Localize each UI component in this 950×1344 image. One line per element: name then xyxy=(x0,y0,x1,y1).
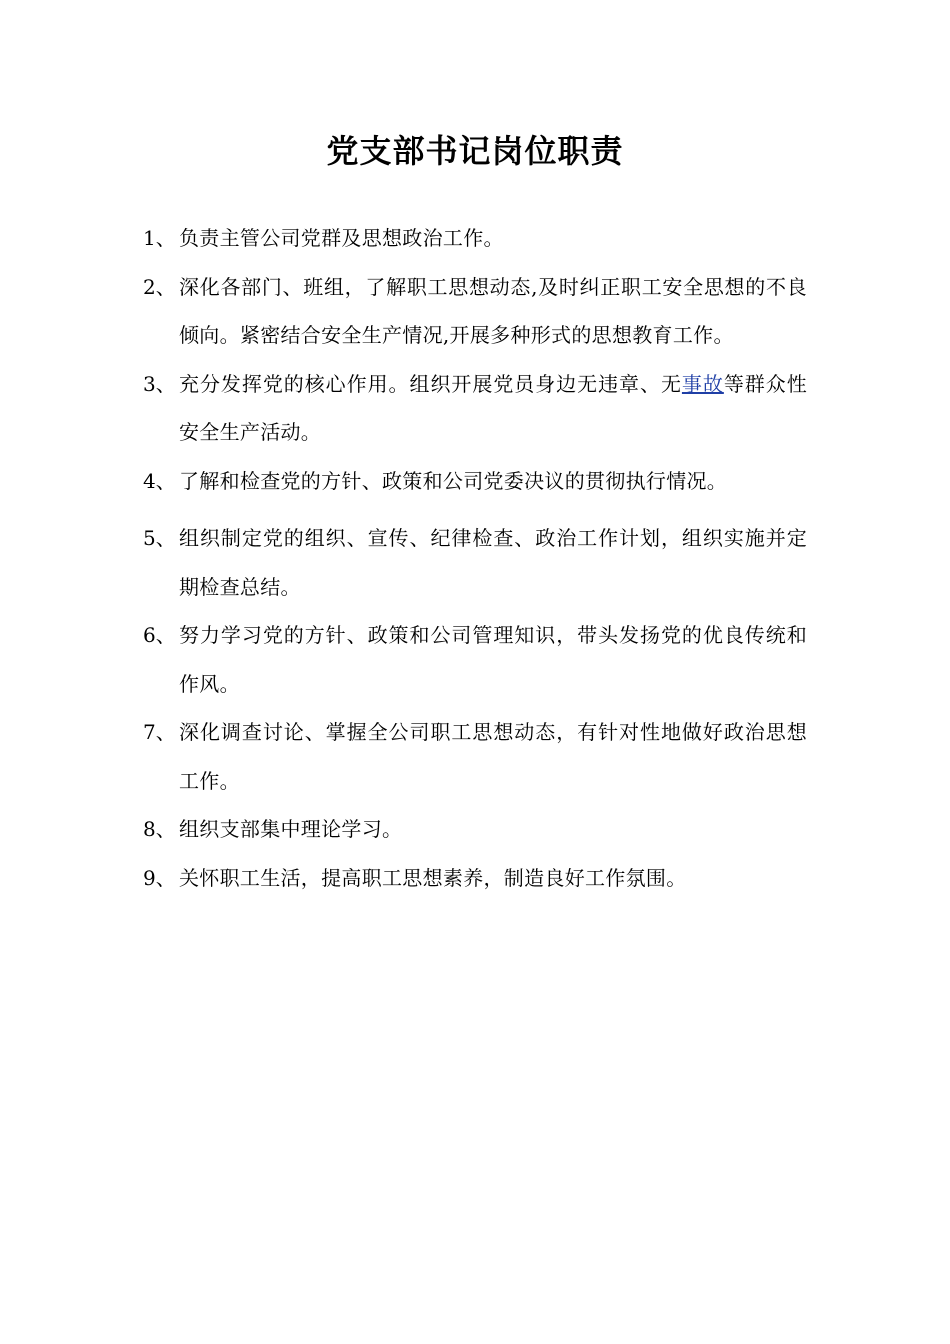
item-number: 7、 xyxy=(143,720,176,744)
list-item xyxy=(143,708,807,805)
list-item xyxy=(143,805,807,854)
item-text: 负责主管公司党群及思想政治工作。 xyxy=(179,226,504,250)
item-text: 了解和检查党的方针、政策和公司党委决议的贯彻执行情况。 xyxy=(179,468,728,493)
item-text: 关怀职工生活，提高职工思想素养，制造良好工作氛围。 xyxy=(179,865,687,890)
page-title: 党支部书记岗位职责 xyxy=(326,132,624,170)
item-number: 2、 xyxy=(143,274,176,299)
item-text: 组织制定党的组织、宣传、纪律检查、政治工作计划，组织实施并定期检查总结。 xyxy=(179,526,807,599)
item-text: 深化调查讨论、掌握全公司职工思想动态，有针对性地做好政治思想工作。 xyxy=(179,720,807,793)
list-item xyxy=(143,457,807,506)
list-item xyxy=(143,214,807,263)
item-number: 1、 xyxy=(143,226,176,250)
list-item xyxy=(143,611,807,708)
list-item xyxy=(143,360,807,457)
item-number: 3、 xyxy=(143,371,176,396)
list-item xyxy=(143,514,807,611)
item-text-before-link: 充分发挥党的核心作用。组织开展党员身边无违章、无 xyxy=(179,371,682,396)
item-number: 5、 xyxy=(143,526,176,550)
list-item xyxy=(143,263,807,360)
item-text: 深化各部门、班组，了解职工思想动态,及时纠正职工安全思想的不良倾向。紧密结合安全生产情况,开展多种形式的思想教育工作。 xyxy=(179,274,807,347)
item-text: 组织支部集中理论学习。 xyxy=(179,817,403,841)
accident-link[interactable]: 事故 xyxy=(681,371,724,396)
item-text-after-link: 等群众性安全生产活动。 xyxy=(179,371,808,444)
list-item xyxy=(143,854,807,903)
item-text xyxy=(179,360,807,457)
item-number: 9、 xyxy=(143,865,176,890)
item-number: 4、 xyxy=(143,468,176,493)
duty-list xyxy=(143,214,807,902)
item-text: 努力学习党的方针、政策和公司管理知识，带头发扬党的优良传统和作风。 xyxy=(179,623,807,696)
item-number: 6、 xyxy=(143,623,176,647)
item-number: 8、 xyxy=(143,817,176,841)
